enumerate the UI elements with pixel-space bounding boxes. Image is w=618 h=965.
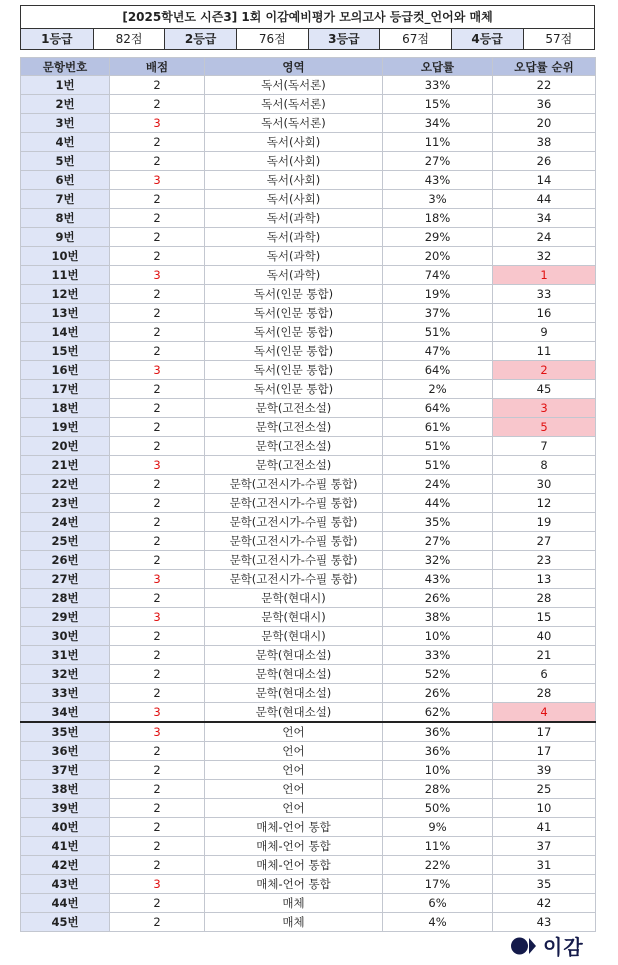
table-row (21, 608, 596, 627)
question-number: 10번 (21, 247, 110, 266)
question-number: 7번 (21, 190, 110, 209)
error-rate-cell: 3% (383, 190, 493, 209)
points-cell: 3 (110, 875, 205, 894)
table-row (21, 551, 596, 570)
points-cell: 3 (110, 456, 205, 475)
table-row (21, 399, 596, 418)
error-rate-cell: 9% (383, 818, 493, 837)
area-cell: 문학(현대소설) (205, 684, 383, 703)
error-rank-cell: 8 (493, 456, 596, 475)
grade-cut-row (21, 29, 594, 49)
table-row (21, 209, 596, 228)
error-rate-cell: 6% (383, 894, 493, 913)
table-row (21, 703, 596, 723)
table-row (21, 380, 596, 399)
error-rate-cell: 74% (383, 266, 493, 285)
error-rank-cell: 38 (493, 133, 596, 152)
question-number: 37번 (21, 761, 110, 780)
error-rank-cell: 41 (493, 818, 596, 837)
points-cell: 2 (110, 133, 205, 152)
points-cell: 2 (110, 285, 205, 304)
area-cell: 독서(사회) (205, 171, 383, 190)
table-row (21, 875, 596, 894)
area-cell: 언어 (205, 761, 383, 780)
question-number: 15번 (21, 342, 110, 361)
area-cell: 문학(고전시가-수필 통합) (205, 570, 383, 589)
error-rank-cell: 17 (493, 742, 596, 761)
grade-label: 2등급 (164, 29, 236, 49)
points-cell: 2 (110, 646, 205, 665)
error-rate-cell: 18% (383, 209, 493, 228)
points-cell: 2 (110, 818, 205, 837)
question-number: 1번 (21, 76, 110, 95)
error-rate-cell: 33% (383, 646, 493, 665)
error-rank-cell: 35 (493, 875, 596, 894)
points-cell: 2 (110, 856, 205, 875)
error-rate-cell: 15% (383, 95, 493, 114)
table-row (21, 152, 596, 171)
question-number: 36번 (21, 742, 110, 761)
points-cell: 2 (110, 894, 205, 913)
area-cell: 문학(현대소설) (205, 665, 383, 684)
question-number: 23번 (21, 494, 110, 513)
table-row (21, 665, 596, 684)
error-rank-cell: 30 (493, 475, 596, 494)
table-row (21, 627, 596, 646)
error-rate-cell: 38% (383, 608, 493, 627)
error-rank-cell: 16 (493, 304, 596, 323)
error-rate-cell: 22% (383, 856, 493, 875)
error-rate-cell: 61% (383, 418, 493, 437)
area-cell: 문학(현대소설) (205, 646, 383, 665)
table-row (21, 589, 596, 608)
page-title: [2025학년도 시즌3] 1회 이감예비평가 모의고사 등급컷_언어와 매체 (21, 6, 594, 29)
points-cell: 2 (110, 228, 205, 247)
error-rank-cell: 40 (493, 627, 596, 646)
table-row (21, 342, 596, 361)
table-row (21, 646, 596, 665)
question-number: 41번 (21, 837, 110, 856)
table-row (21, 894, 596, 913)
area-cell: 독서(독서론) (205, 76, 383, 95)
logo-text: 이감 (543, 935, 584, 959)
area-cell: 문학(고전소설) (205, 437, 383, 456)
table-row (21, 437, 596, 456)
error-rate-cell: 36% (383, 722, 493, 742)
table-row (21, 323, 596, 342)
points-cell: 2 (110, 761, 205, 780)
question-number: 33번 (21, 684, 110, 703)
error-rank-cell: 15 (493, 608, 596, 627)
question-number: 19번 (21, 418, 110, 437)
table-header-row (21, 58, 596, 76)
area-cell: 언어 (205, 722, 383, 742)
area-cell: 독서(과학) (205, 247, 383, 266)
table-row (21, 913, 596, 932)
error-rank-cell: 11 (493, 342, 596, 361)
error-rank-cell: 22 (493, 76, 596, 95)
points-cell: 2 (110, 532, 205, 551)
area-cell: 매체 (205, 894, 383, 913)
error-rate-cell: 36% (383, 742, 493, 761)
area-cell: 독서(인문 통합) (205, 342, 383, 361)
question-number: 21번 (21, 456, 110, 475)
question-number: 6번 (21, 171, 110, 190)
error-rank-cell: 39 (493, 761, 596, 780)
question-number: 3번 (21, 114, 110, 133)
error-rate-cell: 51% (383, 437, 493, 456)
error-rate-cell: 35% (383, 513, 493, 532)
error-rank-cell: 44 (493, 190, 596, 209)
grade-score: 82점 (93, 29, 165, 49)
points-cell: 3 (110, 114, 205, 133)
error-rate-cell: 26% (383, 684, 493, 703)
question-number: 11번 (21, 266, 110, 285)
error-rank-cell: 9 (493, 323, 596, 342)
points-cell: 2 (110, 665, 205, 684)
error-rank-cell: 21 (493, 646, 596, 665)
table-row (21, 133, 596, 152)
question-number: 16번 (21, 361, 110, 380)
table-row (21, 742, 596, 761)
question-number: 18번 (21, 399, 110, 418)
table-row (21, 76, 596, 95)
question-number: 44번 (21, 894, 110, 913)
points-cell: 3 (110, 608, 205, 627)
area-cell: 문학(고전시가-수필 통합) (205, 532, 383, 551)
points-cell: 2 (110, 190, 205, 209)
error-rank-cell: 33 (493, 285, 596, 304)
points-cell: 2 (110, 837, 205, 856)
error-rate-cell: 24% (383, 475, 493, 494)
area-cell: 독서(인문 통합) (205, 380, 383, 399)
question-number: 31번 (21, 646, 110, 665)
table-row (21, 513, 596, 532)
area-cell: 독서(인문 통합) (205, 361, 383, 380)
points-cell: 2 (110, 399, 205, 418)
error-rate-cell: 51% (383, 323, 493, 342)
points-cell: 2 (110, 627, 205, 646)
error-rank-cell: 19 (493, 513, 596, 532)
error-rank-cell: 7 (493, 437, 596, 456)
area-cell: 문학(고전소설) (205, 418, 383, 437)
points-cell: 3 (110, 570, 205, 589)
error-rank-cell: 10 (493, 799, 596, 818)
area-cell: 독서(인문 통합) (205, 304, 383, 323)
area-cell: 매체-언어 통합 (205, 875, 383, 894)
area-cell: 매체-언어 통합 (205, 856, 383, 875)
points-cell: 2 (110, 551, 205, 570)
error-rank-cell: 6 (493, 665, 596, 684)
area-cell: 매체-언어 통합 (205, 837, 383, 856)
table-row (21, 266, 596, 285)
grade-label: 1등급 (21, 29, 93, 49)
error-rate-cell: 11% (383, 837, 493, 856)
error-rank-cell: 43 (493, 913, 596, 932)
table-row (21, 722, 596, 742)
question-number: 43번 (21, 875, 110, 894)
grade-label: 4등급 (451, 29, 523, 49)
table-row (21, 494, 596, 513)
question-number: 40번 (21, 818, 110, 837)
col-header-area: 영역 (205, 58, 383, 76)
error-rate-cell: 43% (383, 171, 493, 190)
error-rank-cell: 45 (493, 380, 596, 399)
error-rate-cell: 11% (383, 133, 493, 152)
question-number: 28번 (21, 589, 110, 608)
error-rate-cell: 37% (383, 304, 493, 323)
error-rate-cell: 64% (383, 361, 493, 380)
error-rank-cell: 32 (493, 247, 596, 266)
question-number: 30번 (21, 627, 110, 646)
error-rank-cell: 36 (493, 95, 596, 114)
col-header-error-rate: 오답률 (383, 58, 493, 76)
error-rate-cell: 20% (383, 247, 493, 266)
table-row (21, 418, 596, 437)
points-cell: 3 (110, 361, 205, 380)
question-number: 8번 (21, 209, 110, 228)
points-cell: 2 (110, 513, 205, 532)
error-rate-cell: 26% (383, 589, 493, 608)
error-rate-cell: 19% (383, 285, 493, 304)
grade-score: 67점 (379, 29, 451, 49)
question-number: 22번 (21, 475, 110, 494)
error-rate-cell: 28% (383, 780, 493, 799)
error-rank-cell: 12 (493, 494, 596, 513)
area-cell: 독서(사회) (205, 190, 383, 209)
error-rate-cell: 64% (383, 399, 493, 418)
table-row (21, 818, 596, 837)
area-cell: 독서(사회) (205, 133, 383, 152)
table-row (21, 247, 596, 266)
area-cell: 문학(고전시가-수필 통합) (205, 475, 383, 494)
area-cell: 독서(사회) (205, 152, 383, 171)
points-cell: 2 (110, 589, 205, 608)
question-number: 34번 (21, 703, 110, 723)
points-cell: 2 (110, 494, 205, 513)
points-cell: 2 (110, 323, 205, 342)
error-rate-cell: 10% (383, 761, 493, 780)
area-cell: 매체 (205, 913, 383, 932)
question-number: 27번 (21, 570, 110, 589)
question-number: 42번 (21, 856, 110, 875)
error-rate-cell: 2% (383, 380, 493, 399)
question-number: 12번 (21, 285, 110, 304)
error-rate-cell: 51% (383, 456, 493, 475)
table-row (21, 475, 596, 494)
error-rank-cell: 37 (493, 837, 596, 856)
question-number: 4번 (21, 133, 110, 152)
grade-cut-sheet (20, 5, 595, 932)
area-cell: 문학(고전시가-수필 통합) (205, 513, 383, 532)
points-cell: 2 (110, 742, 205, 761)
points-cell: 2 (110, 342, 205, 361)
table-row (21, 304, 596, 323)
error-rate-cell: 27% (383, 152, 493, 171)
points-cell: 3 (110, 703, 205, 723)
table-row (21, 761, 596, 780)
table-row (21, 837, 596, 856)
area-cell: 독서(인문 통합) (205, 323, 383, 342)
points-cell: 2 (110, 209, 205, 228)
error-rate-cell: 33% (383, 76, 493, 95)
table-row (21, 114, 596, 133)
error-rank-cell: 14 (493, 171, 596, 190)
area-cell: 문학(고전소설) (205, 456, 383, 475)
area-cell: 문학(고전시가-수필 통합) (205, 494, 383, 513)
area-cell: 독서(인문 통합) (205, 285, 383, 304)
points-cell: 3 (110, 266, 205, 285)
area-cell: 문학(고전시가-수필 통합) (205, 551, 383, 570)
area-cell: 독서(과학) (205, 228, 383, 247)
area-cell: 매체-언어 통합 (205, 818, 383, 837)
table-row (21, 856, 596, 875)
question-number: 9번 (21, 228, 110, 247)
points-cell: 2 (110, 152, 205, 171)
points-cell: 2 (110, 780, 205, 799)
question-number: 45번 (21, 913, 110, 932)
table-row (21, 171, 596, 190)
error-rate-cell: 27% (383, 532, 493, 551)
error-rate-cell: 4% (383, 913, 493, 932)
area-cell: 문학(현대소설) (205, 703, 383, 723)
points-cell: 2 (110, 418, 205, 437)
question-number: 32번 (21, 665, 110, 684)
error-rate-cell: 34% (383, 114, 493, 133)
question-number: 25번 (21, 532, 110, 551)
error-rank-cell: 26 (493, 152, 596, 171)
error-rank-cell: 34 (493, 209, 596, 228)
error-rank-cell: 24 (493, 228, 596, 247)
area-cell: 독서(독서론) (205, 95, 383, 114)
question-number: 35번 (21, 722, 110, 742)
area-cell: 문학(현대시) (205, 627, 383, 646)
question-number: 2번 (21, 95, 110, 114)
table-row (21, 456, 596, 475)
points-cell: 2 (110, 684, 205, 703)
logo-mark-icon (511, 937, 537, 955)
table-row (21, 799, 596, 818)
error-rank-cell: 42 (493, 894, 596, 913)
points-cell: 2 (110, 913, 205, 932)
grade-score: 76점 (236, 29, 308, 49)
error-rate-cell: 17% (383, 875, 493, 894)
header-box (20, 5, 595, 50)
points-cell: 2 (110, 95, 205, 114)
table-row (21, 361, 596, 380)
table-row (21, 285, 596, 304)
error-rank-cell: 25 (493, 780, 596, 799)
area-cell: 독서(과학) (205, 209, 383, 228)
question-number: 39번 (21, 799, 110, 818)
question-number: 24번 (21, 513, 110, 532)
points-cell: 2 (110, 799, 205, 818)
question-number: 5번 (21, 152, 110, 171)
error-rank-cell: 27 (493, 532, 596, 551)
area-cell: 문학(현대시) (205, 608, 383, 627)
area-cell: 문학(고전소설) (205, 399, 383, 418)
question-number: 38번 (21, 780, 110, 799)
area-cell: 독서(독서론) (205, 114, 383, 133)
error-rank-cell: 5 (493, 418, 596, 437)
area-cell: 언어 (205, 742, 383, 761)
points-cell: 3 (110, 722, 205, 742)
error-rate-cell: 32% (383, 551, 493, 570)
question-number: 14번 (21, 323, 110, 342)
error-rate-cell: 62% (383, 703, 493, 723)
points-cell: 2 (110, 76, 205, 95)
error-rank-cell: 17 (493, 722, 596, 742)
col-header-error-rank: 오답률 순위 (493, 58, 596, 76)
question-number: 20번 (21, 437, 110, 456)
error-rank-cell: 4 (493, 703, 596, 723)
brand-logo (511, 931, 584, 960)
question-number: 13번 (21, 304, 110, 323)
col-header-points: 배점 (110, 58, 205, 76)
question-table (20, 57, 596, 932)
points-cell: 2 (110, 247, 205, 266)
error-rate-cell: 47% (383, 342, 493, 361)
question-number: 26번 (21, 551, 110, 570)
error-rank-cell: 2 (493, 361, 596, 380)
table-row (21, 228, 596, 247)
points-cell: 2 (110, 475, 205, 494)
error-rank-cell: 3 (493, 399, 596, 418)
error-rate-cell: 50% (383, 799, 493, 818)
error-rank-cell: 28 (493, 684, 596, 703)
points-cell: 2 (110, 437, 205, 456)
table-row (21, 532, 596, 551)
error-rank-cell: 20 (493, 114, 596, 133)
question-number: 17번 (21, 380, 110, 399)
grade-label: 3등급 (308, 29, 380, 49)
question-number: 29번 (21, 608, 110, 627)
col-header-number: 문항번호 (21, 58, 110, 76)
points-cell: 2 (110, 380, 205, 399)
error-rank-cell: 13 (493, 570, 596, 589)
error-rank-cell: 31 (493, 856, 596, 875)
table-row (21, 190, 596, 209)
table-row (21, 780, 596, 799)
error-rank-cell: 23 (493, 551, 596, 570)
area-cell: 독서(과학) (205, 266, 383, 285)
area-cell: 언어 (205, 780, 383, 799)
grade-score: 57점 (523, 29, 595, 49)
area-cell: 문학(현대시) (205, 589, 383, 608)
points-cell: 2 (110, 304, 205, 323)
error-rate-cell: 43% (383, 570, 493, 589)
points-cell: 3 (110, 171, 205, 190)
error-rate-cell: 29% (383, 228, 493, 247)
error-rate-cell: 44% (383, 494, 493, 513)
table-row (21, 684, 596, 703)
error-rate-cell: 52% (383, 665, 493, 684)
error-rate-cell: 10% (383, 627, 493, 646)
table-body (21, 76, 596, 932)
error-rank-cell: 28 (493, 589, 596, 608)
table-row (21, 95, 596, 114)
error-rank-cell: 1 (493, 266, 596, 285)
area-cell: 언어 (205, 799, 383, 818)
table-row (21, 570, 596, 589)
